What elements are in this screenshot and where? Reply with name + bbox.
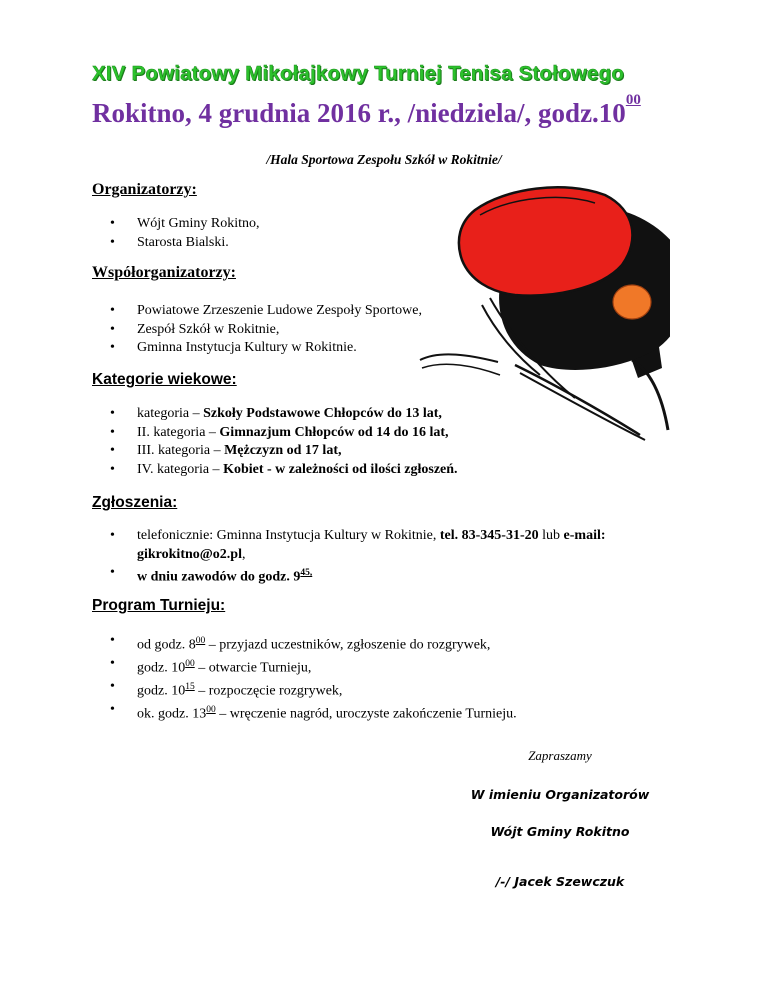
handle-line-4: [520, 373, 645, 440]
program-desc: – rozpoczęcie rozgrywek,: [194, 683, 343, 699]
program-time: ok. godz. 13: [137, 707, 207, 723]
category-prefix: II. kategoria –: [137, 424, 220, 440]
list-item: [110, 701, 517, 724]
phone-number: tel. 83-345-31-20: [439, 528, 539, 543]
signature-line-1: W imieniu Organizatorów: [470, 787, 650, 802]
category-name: Mężczyzn od 17 lat,: [224, 443, 342, 458]
registration-list: [110, 527, 677, 587]
coorganizers-heading: Współorganizatorzy:: [92, 264, 236, 281]
categories-heading: Kategorie wiekowe:: [92, 371, 237, 388]
program-desc: – wręczenie nagród, uroczyste zakończenie Turnieju.: [215, 707, 517, 723]
list-item: [110, 461, 458, 480]
list-item: • Wójt Gminy Rokitno,: [110, 215, 260, 234]
event-date-line: [92, 92, 641, 129]
email-label: e-mail:: [563, 528, 606, 543]
list-item: [110, 564, 677, 587]
signature-name: /-/ Jacek Szewczuk: [495, 874, 625, 889]
registration-heading: Zgłoszenia:: [92, 494, 178, 511]
list-item: [110, 632, 517, 655]
category-name: Gimnazjum Chłopców od 14 do 16 lat,: [219, 424, 449, 440]
document-title: XIV Powiatowy Mikołajkowy Turniej Tenisa Stołowego: [92, 62, 625, 85]
program-time-minutes: 00: [185, 659, 195, 670]
list-item: • Zespół Szkół w Rokitnie,: [110, 321, 422, 340]
deadline-text: w dniu zawodów do godz. 9: [137, 569, 301, 585]
program-time: godz. 10: [137, 660, 186, 676]
email-suffix: ,: [241, 546, 246, 562]
event-date-text: Rokitno, 4 grudnia 2016 r., /niedziela/, godz.10: [92, 98, 626, 128]
invitation-text: Zapraszamy: [528, 748, 592, 763]
list-item: [110, 655, 517, 678]
list-item: [110, 405, 458, 424]
program-desc: – otwarcie Turnieju,: [194, 660, 312, 676]
category-prefix: IV. kategoria –: [137, 461, 224, 477]
program-time: od godz. 8: [137, 637, 196, 653]
organizers-list: [110, 215, 260, 252]
email-address[interactable]: gikrokitno@o2.pl: [137, 546, 242, 562]
list-item: [110, 678, 517, 701]
list-item: • Powiatowe Zrzeszenie Ludowe Zespoły Sportowe,: [110, 302, 422, 321]
program-list: [110, 632, 517, 725]
list-item: [110, 442, 458, 461]
deadline-minutes: 45,: [300, 568, 313, 578]
event-time-minutes: 00: [625, 92, 641, 108]
phone-prefix: telefonicznie: Gminna Instytucja Kultury w Rokitnie,: [137, 528, 440, 543]
category-prefix: III. kategoria –: [137, 443, 225, 458]
list-item: [110, 527, 677, 564]
handle-line-3: [515, 365, 640, 435]
category-prefix: kategoria –: [137, 406, 204, 421]
signature-block: [440, 748, 680, 889]
phone-mid: lub: [538, 528, 564, 543]
categories-list: [110, 405, 458, 479]
program-time-minutes: 00: [195, 636, 206, 646]
program-time-minutes: 00: [206, 705, 216, 716]
category-name: Szkoły Podstawowe Chłopców do 13 lat,: [203, 406, 442, 421]
list-item: [110, 424, 458, 443]
handle-line-6: [422, 364, 500, 375]
program-heading: Program Turnieju:: [92, 597, 226, 614]
signature-line-2: Wójt Gminy Rokitno: [490, 824, 630, 839]
list-item: • Starosta Bialski.: [110, 234, 260, 253]
coorganizers-list: [110, 302, 422, 358]
program-time: godz. 10: [137, 683, 186, 699]
handle-line-5: [420, 354, 498, 362]
venue-line: /Hala Sportowa Zespołu Szkół w Rokitnie/: [266, 152, 502, 167]
ball-icon: [613, 285, 651, 319]
list-item: • Gminna Instytucja Kultury w Rokitnie.: [110, 339, 422, 358]
program-desc: – przyjazd uczestników, zgłoszenie do rozgrywek,: [205, 637, 491, 653]
program-time-minutes: 15: [185, 682, 195, 693]
category-name: Kobiet - w zależności od ilości zgłoszeń.: [223, 461, 458, 477]
organizers-heading: Organizatorzy:: [92, 181, 197, 198]
